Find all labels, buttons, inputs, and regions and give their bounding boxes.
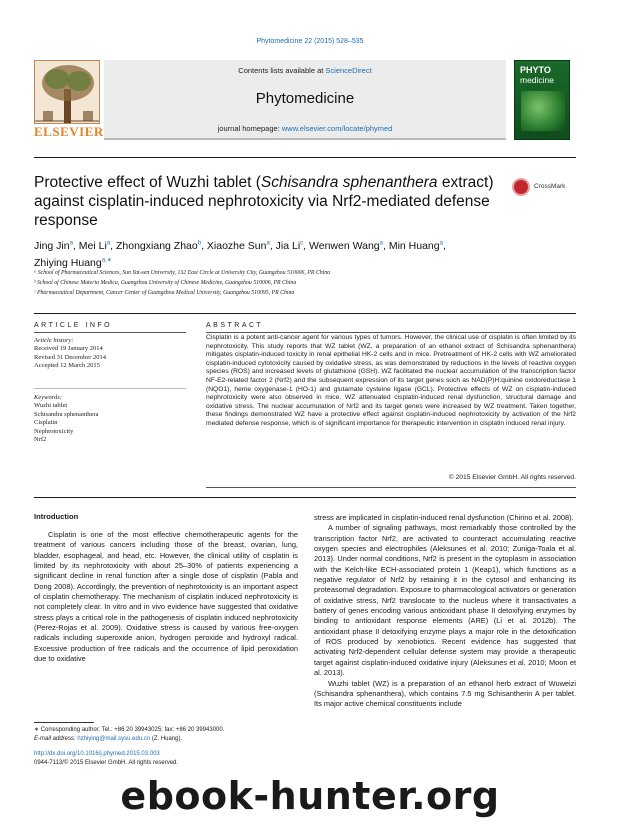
history-entry: Revised 31 December 2014 xyxy=(34,353,107,361)
crossmark-label: CrossMark xyxy=(534,183,566,190)
affiliation: ᵇ School of Chinese Materia Medica, Guangzhou University of Chinese Medicine, Guangzhou 510006, PR China xyxy=(34,280,297,286)
article-title xyxy=(34,173,494,230)
keywords-label: Keywords: xyxy=(34,394,62,401)
affiliation: ᵃ School of Pharmaceutical Sciences, Sun Yat-sen University, 132 East Circle at University City, Guangzhou 510006, PR China xyxy=(34,270,331,276)
email-label: E-mail address: xyxy=(34,736,78,742)
elsevier-logo xyxy=(34,60,104,139)
intro-left-column xyxy=(34,530,298,664)
abstract-heading: ABSTRACT xyxy=(206,322,264,329)
author[interactable]: Xiaozhe Sun$^a$, xyxy=(206,239,276,252)
homepage-prefix: journal homepage: xyxy=(217,124,282,133)
elsevier-wordmark: ELSEVIER xyxy=(34,124,104,139)
cover-image xyxy=(521,91,565,131)
divider xyxy=(34,388,186,389)
body-paragraph: stress are implicated in cisplatin-induced renal dysfunction (Chirino et al. 2008). xyxy=(314,513,574,522)
author[interactable]: Zhongxiang Zhao$^b$, xyxy=(116,239,207,252)
divider xyxy=(206,487,576,488)
homepage-line xyxy=(104,124,506,133)
divider xyxy=(206,332,576,333)
title-species: Schisandra sphenanthera xyxy=(260,174,438,191)
issn-line: 0944-7113/© 2015 Elsevier GmbH. All rights reserved. xyxy=(34,760,179,766)
affiliation: ᶜ Pharmaceutical Department, Cancer Center of Guangzhou Medical University, Guangzhou 510095, PR China xyxy=(34,290,295,296)
contents-prefix: Contents lists available at xyxy=(238,66,326,75)
article-history xyxy=(34,337,186,371)
keyword: Schisandra sphenanthera xyxy=(34,410,99,418)
intro-right-column xyxy=(314,513,576,710)
homepage-link[interactable]: www.elsevier.com/locate/phymed xyxy=(281,124,393,133)
abstract-copyright: © 2015 Elsevier GmbH. All rights reserved. xyxy=(448,474,576,481)
keyword: Cisplatin xyxy=(34,419,58,427)
cover-subtitle: medicine xyxy=(520,75,555,85)
journal-citation[interactable]: Phytomedicine 22 (2015) 528–535 xyxy=(256,38,364,45)
history-entry: Received 19 January 2014 xyxy=(34,345,103,353)
introduction-heading: Introduction xyxy=(34,512,79,521)
footnote-divider xyxy=(34,722,94,723)
body-paragraph: A number of signaling pathways, most remarkably those controlled by the transcription factor Nrf2, are activated to counteract accumulating reactive oxygen species and electrophiles (Aleksunes et al. 2010; Zuniga-Toala et al. 2013). Under normal conditions, Nrf2 is present in the cytoplasm in association with the Kelch-like ECH-associated protein 1 (Keap1), which functions as a negative regulator of Nrf2 by retaining it in the cytosol and enhancing its proteasomal degradation. Exposure to pharmacological activators or generation of oxidative stress, Nrf2 translocate to the nucleus where it transactivates a battery of genes encoding various antioxidant phase II detoxifying enzymes by binding to antioxidant response elements (ARE) (Li et al. 2012b). The antioxidant phase II detoxifying enzyme plays a major role in the detoxification of ROS produced by xenobiotics. Recent evidence has suggested that activating Nrf2-dependent cellular defense system may provide a therapeutic target against cisplatin-induced oxidative injury (Aleksunes et al. 2010; Moon et al. 2013). xyxy=(314,523,576,678)
author[interactable]: Jia Li$^c$, xyxy=(275,239,310,252)
divider xyxy=(34,497,576,498)
divider xyxy=(34,313,576,314)
keywords xyxy=(34,394,186,444)
author[interactable]: Zhiying Huang$^{a,∗}$ xyxy=(34,257,112,269)
cover-title: PHYTO xyxy=(520,65,551,75)
divider xyxy=(34,157,576,158)
keyword: Nephrotoxicity xyxy=(34,427,74,435)
elsevier-tree-icon xyxy=(34,60,100,124)
divider xyxy=(34,332,186,333)
doi-link[interactable] xyxy=(34,750,304,758)
journal-header xyxy=(104,60,506,140)
article-info-heading: ARTICLE INFO xyxy=(34,322,113,329)
author[interactable]: Min Huang$^a$, xyxy=(388,239,446,252)
journal-cover-thumbnail[interactable] xyxy=(514,60,570,140)
abstract-text: Cisplatin is a potent anti-cancer agent for various types of tumors. However, the clinical use of cisplatin is often limited by its nephrotoxicity. This study reports that WZ tablet (WZ, a preparation of an ethanol extract of Schisandra sphenanthera) mitigates cisplatin-induced toxicity in renal epithelial HK-2 cells and in mice. Pretreatment of HK-2 cells with WZ ameliorated cisplatin-induced cytotoxicity caused by oxidative stress, as was demonstrated by reductions in the levels of reactive oxygen species (ROS) and increased levels of glutathione (GSH). WZ facilitated the nuclear accumulation of the transcription factor NF-E2-related factor 2 (Nrf2) and the subsequent expression of its target genes such as NAD(P)H:quinine oxidoreductase 1 (NQO1), heme oxygenase-1 (HO-1) and glutamate cysteine ligase (GCL). Protective effects of WZ on cisplatin-induced nephrotoxicity were also observed in mice. WZ attenuated cisplatin-induced renal dysfunction, structural damage and oxidative stress. The nuclear accumulation of Nrf2 and its target genes were increased by WZ treatment. Taken together, these findings demonstrated WZ have a protective effect against cisplatin-induced nephrotoxicity by activation of the Nrf2 mediated defense response, which is of significant importance for therapeutic intervention in cisplatin induced renal injury. xyxy=(206,334,576,427)
history-label: Article history: xyxy=(34,337,74,344)
body-paragraph: Cisplatin is one of the most effective chemotherapeutic agents for the treatment of various cancers including those of the breast, ovarian, lung, bladder, esophageal, and head, etc. However, the clinical utility of cisplatin is limited by its nephrotoxicity with about 25–30% of patients experiencing a significant decline in renal function after a single dose of cisplatin (Pabla and Dong 2008). Accordingly, the prevention of nephrotoxicity is an important aspect of cisplatin chemotherapy. The mechanism of cisplatin induced nephrotoxicity is not completely clear. In vitro and in vivo evidence have suggested that oxidative stress plays a critical role in the pathogenesis of cisplatin induced nephrotoxicity (Perez-Rojas et al. 2009). Oxidative stress is caused by various free-oxygen radicals including superoxide anion, hydrogen peroxide and hydroxyl radical. Excessive production of free radicals and the occurrence of lipid peroxidation due to oxidative xyxy=(34,530,298,664)
corresponding-author-note: ∗ Corresponding author. Tel.: +86 20 39943025; fax: +86 20 39943000. xyxy=(34,727,225,733)
watermark: ebook-hunter.org xyxy=(120,774,500,818)
keyword: Nrf2 xyxy=(34,436,47,444)
email-link[interactable]: hzhiying@mail.sysu.edu.cn xyxy=(77,736,151,742)
contents-line xyxy=(104,66,506,75)
email-suffix: (Z. Huang). xyxy=(150,736,183,742)
title-part: Protective effect of Wuzhi tablet ( xyxy=(34,174,261,191)
email-line xyxy=(34,735,304,743)
keyword: Wuzhi tablet xyxy=(34,402,68,410)
author[interactable]: Jing Jin$^a$, xyxy=(34,239,79,252)
crossmark-badge[interactable] xyxy=(512,178,576,198)
crossmark-icon xyxy=(512,178,530,196)
doi-link-text[interactable]: http://dx.doi.org/10.1016/j.phymed.2015.03.003 xyxy=(34,751,160,757)
title-part: extract) against cisplatin-induced nephrotoxicity via Nrf2-mediated defense response xyxy=(34,174,494,229)
author-list xyxy=(34,236,574,271)
sciencedirect-link[interactable]: ScienceDirect xyxy=(325,66,372,75)
journal-name: Phytomedicine xyxy=(255,90,355,107)
author[interactable]: Wenwen Wang$^a$, xyxy=(309,239,389,252)
history-entry: Accepted 12 March 2015 xyxy=(34,362,100,370)
body-paragraph: Wuzhi tablet (WZ) is a preparation of an ethanol herb extract of Wuweizi (Schisandra sphenanthera), which contains 7.5 mg Schisantherin A per tablet. Its major active chemical constituents include xyxy=(314,678,576,709)
author[interactable]: Mei Li$^a$, xyxy=(78,239,116,252)
